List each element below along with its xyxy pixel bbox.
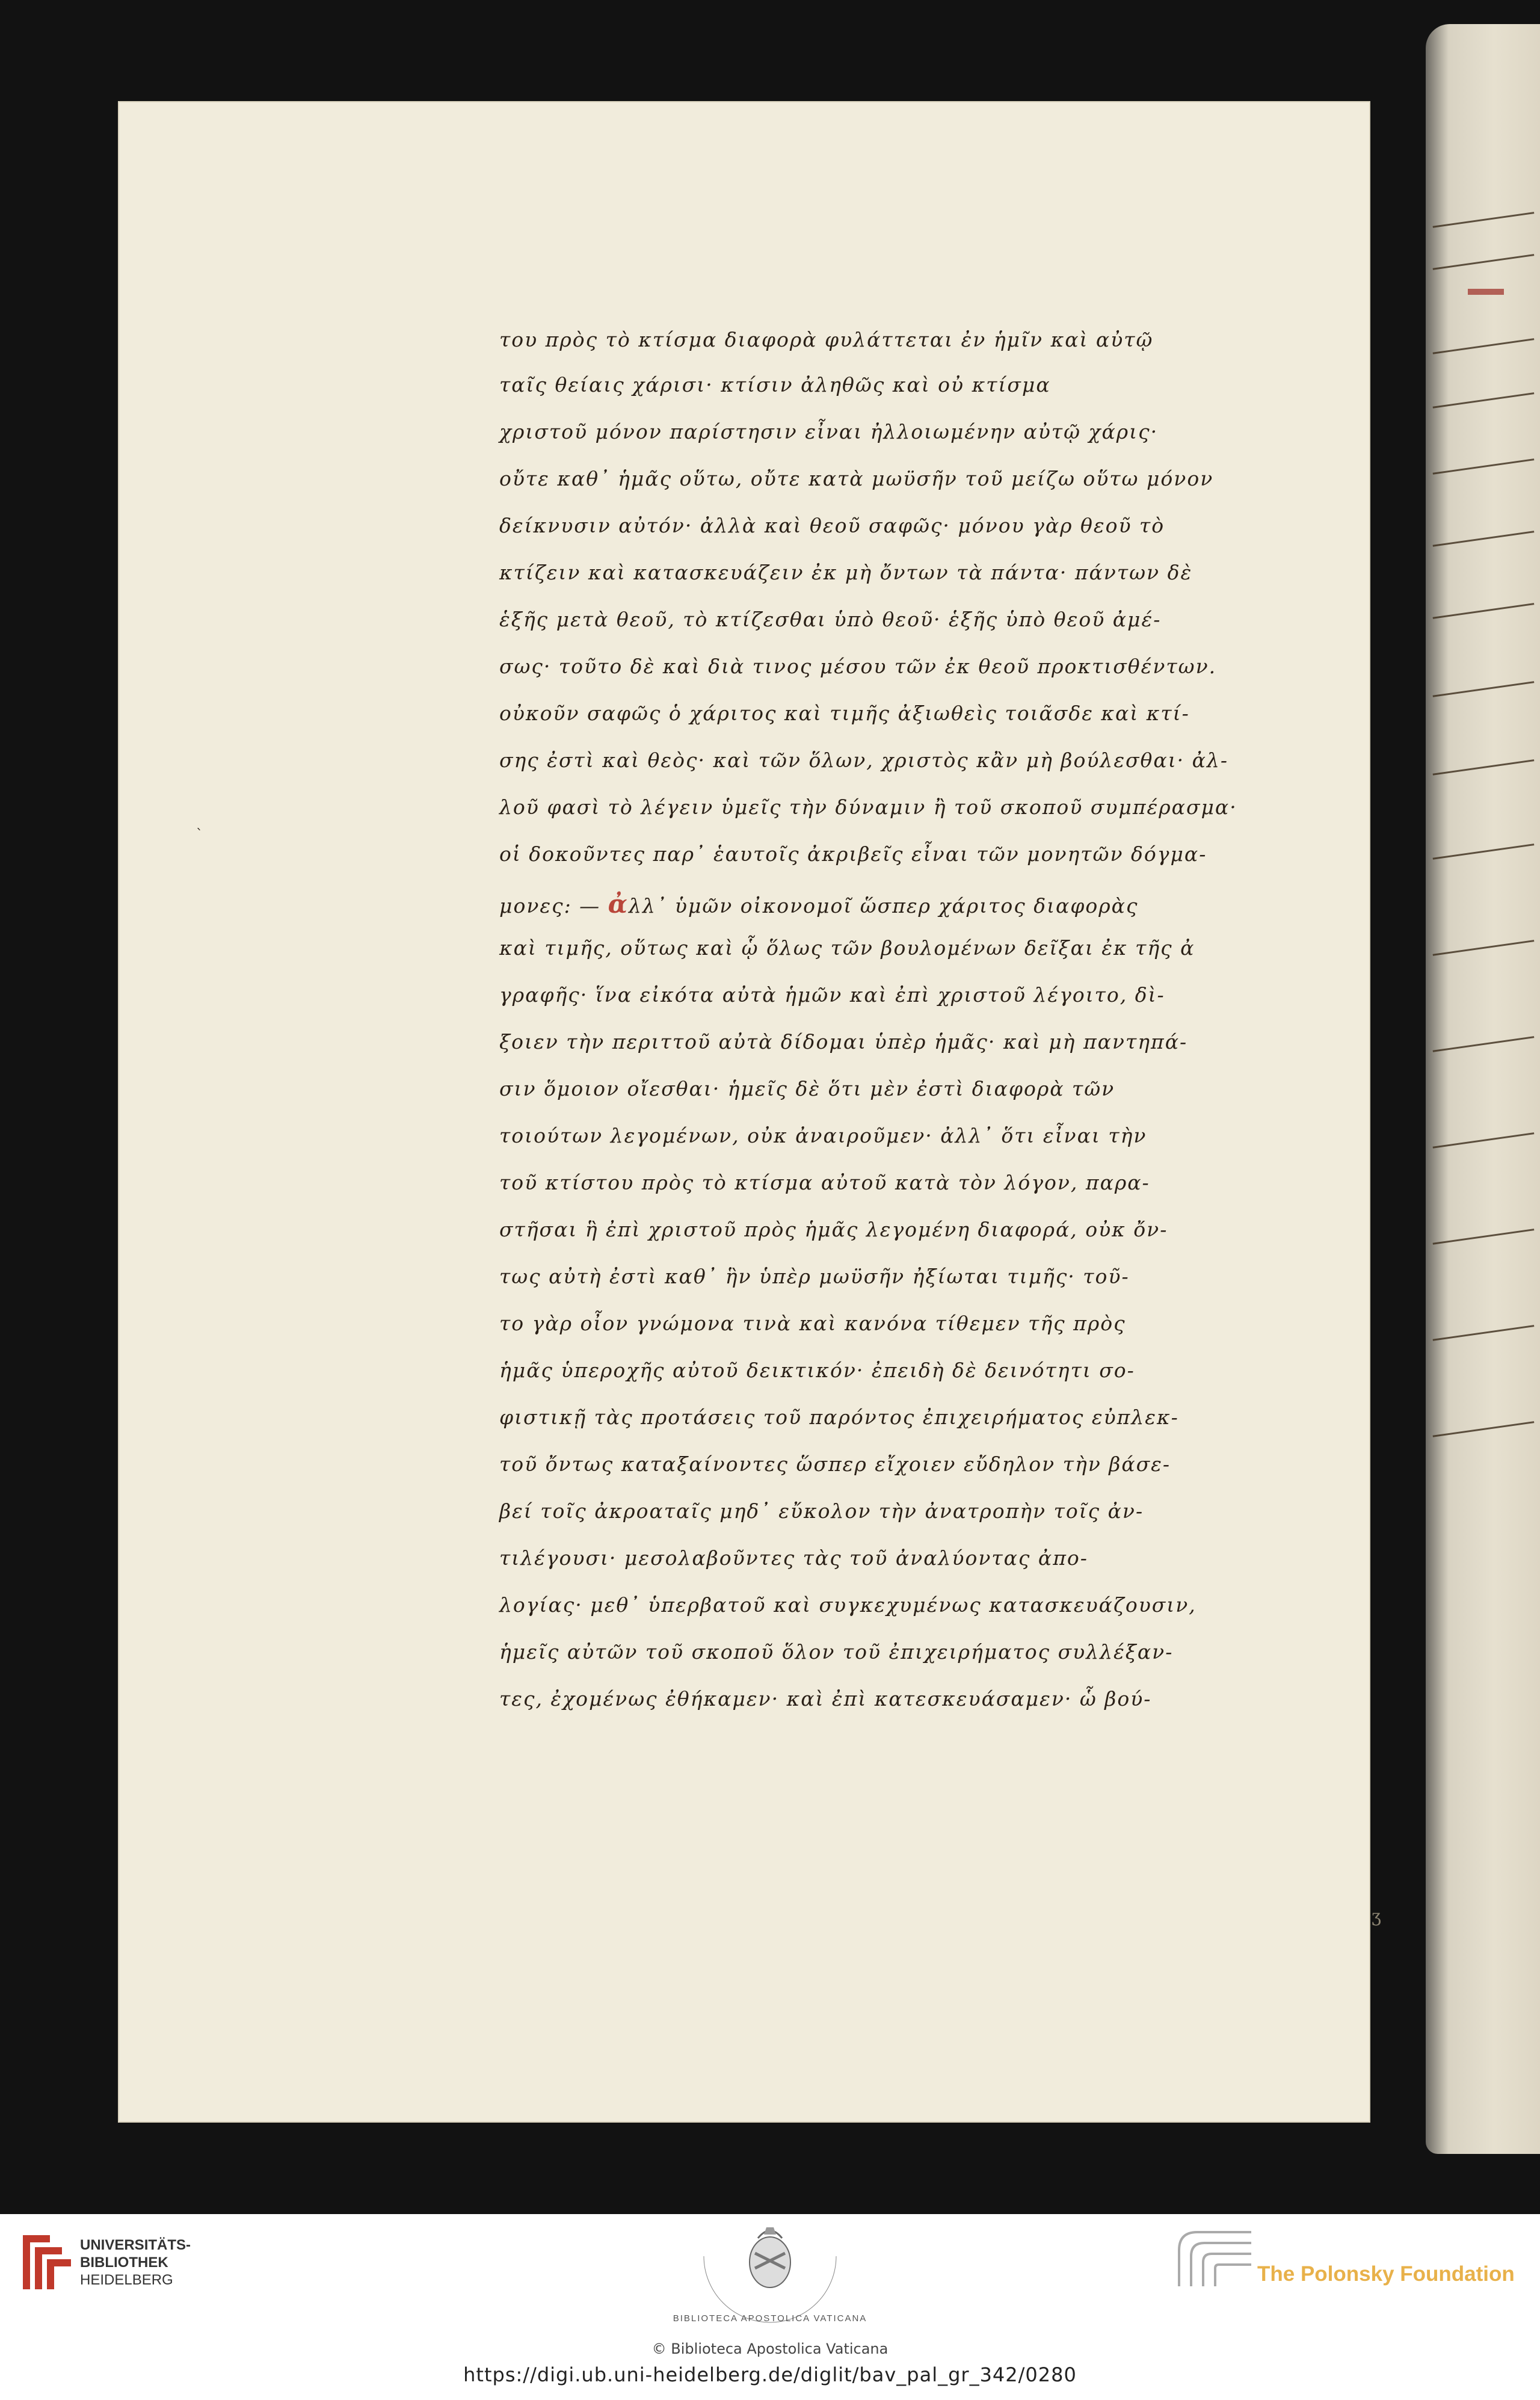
copyright-notice: © Biblioteca Apostolica Vaticana — [651, 2340, 889, 2357]
rubric-initial: ἀ — [608, 889, 629, 919]
text-line: τοιούτων λεγομένων, οὐκ ἀναιροῦμεν· ἀλλ᾽ ὅτι εἶναι τὴν — [499, 1124, 1147, 1147]
uni-name-line1: UNIVERSITÄTS- — [80, 2237, 191, 2253]
text-line-content: μονες: — ἀλλ᾽ ὑμῶν οἰκονομοῖ ὥσπερ χάριτος διαφορὰς — [499, 889, 1139, 919]
text-line: καὶ τιμῆς, οὕτως καὶ ᾧ ὅλως τῶν βουλομένων δεῖξαι ἐκ τῆς ἀ — [499, 936, 1195, 960]
text-line: ταῖς θείαις χάρισι· κτίσιν ἀληθῶς καὶ οὐ κτίσμα — [499, 373, 1051, 396]
text-line: δείκνυσιν αὐτόν· ἀλλὰ καὶ θεοῦ σαφῶς· μόνου γὰρ θεοῦ τὸ — [499, 514, 1165, 537]
text-line: του πρὸς τὸ κτίσμα διαφορὰ φυλάττεται ἐν ἡμῖν καὶ αὐτῷ — [499, 328, 1154, 351]
text-line: το γὰρ οἶον γνώμονα τινὰ καὶ κανόνα τίθεμεν τῆς πρὸς — [499, 1312, 1126, 1335]
text-line: τως αὐτὴ ἐστὶ καθ᾽ ἣν ὑπὲρ μωϋσῆν ἠξίωται τιμῆς· τοῦ- — [499, 1265, 1130, 1288]
text-line: γραφῆς· ἵνα εἰκότα αὐτὰ ἡμῶν καὶ ἐπὶ χριστοῦ λέγοιτο, δὶ- — [499, 983, 1165, 1007]
text-line: σης ἐστὶ καὶ θεὸς· καὶ τῶν ὅλων, χριστὸς κἂν μὴ βούλεσθαι· ἀλ- — [499, 748, 1228, 772]
text-line: σιν ὅμοιον οἴεσθαι· ἡμεῖς δὲ ὅτι μὲν ἐστὶ διαφορὰ τῶν — [499, 1077, 1115, 1100]
text-line: ἡμεῖς αὐτῶν τοῦ σκοποῦ ὅλον τοῦ ἐπιχειρήματος συλλέξαν- — [499, 1640, 1174, 1664]
text-line: λογίας· μεθ᾽ ὑπερβατοῦ καὶ συγκεχυμένως κατασκευάζουσιν, — [499, 1593, 1197, 1617]
uni-name-line3: HEIDELBERG — [80, 2272, 173, 2288]
text-line: λοῦ φασὶ τὸ λέγειν ὑμεῖς τὴν δύναμιν ἢ τοῦ σκοποῦ συμπέρασμα· — [499, 795, 1237, 819]
university-logo-icon — [17, 2229, 77, 2295]
university-logo[interactable] — [17, 2229, 209, 2295]
polonsky-logo-icon — [1173, 2226, 1257, 2292]
text-line: τιλέγουσι· μεσολαβοῦντες τὰς τοῦ ἀναλύοντας ἀπο- — [499, 1546, 1088, 1570]
text-line: βεί τοῖς ἀκροαταῖς μηδ᾽ εὔκολον τὴν ἀνατροπὴν τοῖς ἀν- — [499, 1499, 1144, 1523]
polonsky-logo[interactable] — [1173, 2226, 1534, 2298]
vatican-seal[interactable] — [668, 2220, 872, 2334]
polonsky-name: The Polonsky Foundation — [1257, 2262, 1515, 2286]
manuscript-page — [118, 101, 1370, 2123]
vatican-seal-icon — [668, 2220, 872, 2334]
text-line: τοῦ κτίστου πρὸς τὸ κτίσμα αὐτοῦ κατὰ τὸν λόγον, παρα- — [499, 1171, 1150, 1194]
adjacent-rubric — [1468, 289, 1504, 295]
text-line: φιστικῇ τὰς προτάσεις τοῦ παρόντος ἐπιχειρήματος εὐπλεκ- — [499, 1405, 1179, 1429]
text-line: τες, ἐχομένως ἐθήκαμεν· καὶ ἐπὶ κατεσκευάσαμεν· ὧ βού- — [499, 1687, 1152, 1711]
uni-name-line2: BIBLIOTHEK — [80, 2254, 168, 2271]
text-line: οἱ δοκοῦντες παρ᾽ ἑαυτοῖς ἀκριβεῖς εἶναι τῶν μονητῶν δόγμα- — [499, 842, 1207, 866]
text-line: ἡμᾶς ὑπεροχῆς αὐτοῦ δεικτικόν· ἐπειδὴ δὲ δεινότητι σο- — [499, 1359, 1135, 1382]
text-line: ἑξῆς μετὰ θεοῦ, τὸ κτίζεσθαι ὑπὸ θεοῦ· ἑξῆς ὑπὸ θεοῦ ἀμέ- — [499, 608, 1162, 631]
text-line: οὔτε καθ᾽ ἡμᾶς οὕτω, οὔτε κατὰ μωϋσῆν τοῦ μείζω οὕτω μόνον — [499, 467, 1214, 490]
text-line: κτίζειν καὶ κατασκευάζειν ἐκ μὴ ὄντων τὰ πάντα· πάντων δὲ — [499, 561, 1193, 584]
text-line: τοῦ ὄντως καταξαίνοντες ὥσπερ εἴχοιεν εὔδηλον τὴν βάσε- — [499, 1452, 1171, 1476]
text-line — [499, 889, 1138, 919]
text-line: σως· τοῦτο δὲ καὶ διὰ τινος μέσου τῶν ἐκ θεοῦ προκτισθέντων. — [499, 655, 1217, 678]
text-line: οὐκοῦν σαφῶς ὁ χάριτος καὶ τιμῆς ἀξιωθεὶς τοιᾶσδε καὶ κτί- — [499, 702, 1190, 725]
text-line: στῆσαι ἣ ἐπὶ χριστοῦ πρὸς ἡμᾶς λεγομένη διαφορά, οὐκ ὄν- — [499, 1218, 1168, 1241]
margin-mark: ˋ — [196, 827, 203, 842]
text-line: ξοιεν τὴν περιττοῦ αὐτὰ δίδομαι ὑπὲρ ἡμᾶς· καὶ μὴ παντηπά- — [499, 1030, 1188, 1053]
page-url[interactable]: https://digi.ub.uni-heidelberg.de/diglit/bav_pal_gr_342/0280 — [463, 2363, 1077, 2386]
bav-arc-text: BIBLIOTECA APOSTOLICA VATICANA — [673, 2313, 867, 2324]
page-corner-mark: ʒ — [1372, 1906, 1381, 1926]
text-line: χριστοῦ μόνον παρίστησιν εἶναι ἠλλοιωμένην αὐτῷ χάρις· — [499, 420, 1159, 443]
